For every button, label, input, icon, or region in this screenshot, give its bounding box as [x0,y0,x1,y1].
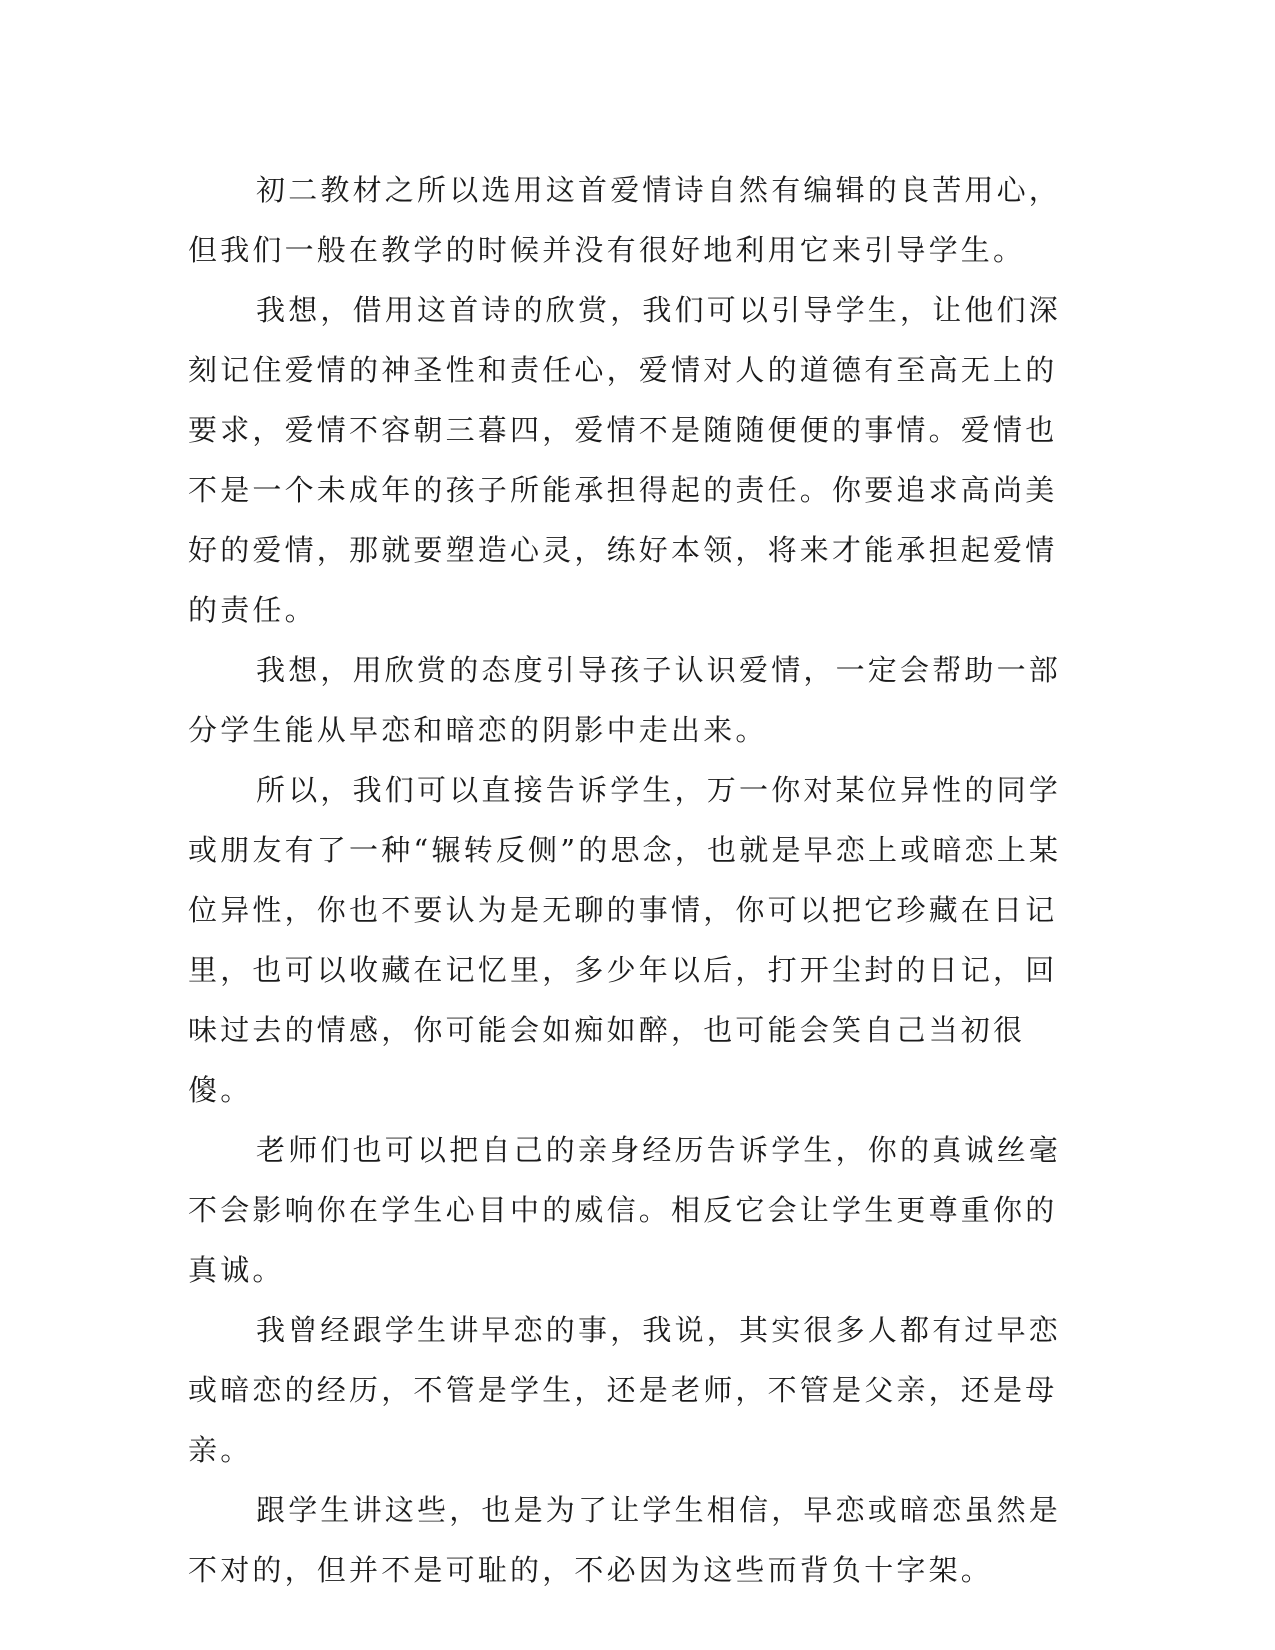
paragraph: 初二教材之所以选用这首爱情诗自然有编辑的良苦用心，但我们一般在教学的时候并没有很好地利用它来引导学生。 [188,173,1062,267]
paragraph: 跟学生讲这些，也是为了让学生相信，早恋或暗恋虽然是不对的，但并不是可耻的，不必因为这些而背负十字架。 [188,1493,1062,1587]
document-body [188,160,1068,1600]
paragraph: 我想，借用这首诗的欣赏，我们可以引导学生，让他们深刻记住爱情的神圣性和责任心，爱情对人的道德有至高无上的要求，爱情不容朝三暮四，爱情不是随随便便的事情。爱情也不是一个未成年的孩子所能承担得起的责任。你要追求高尚美好的爱情，那就要塑造心灵，练好本领，将来才能承担起爱情的责任。 [188,293,1062,627]
paragraph: 我想，用欣赏的态度引导孩子认识爱情，一定会帮助一部分学生能从早恋和暗恋的阴影中走出来。 [188,653,1062,747]
paragraph: 老师们也可以把自己的亲身经历告诉学生，你的真诚丝毫不会影响你在学生心目中的威信。相反它会让学生更尊重你的真诚。 [188,1133,1062,1287]
paragraph: 所以，我们可以直接告诉学生，万一你对某位异性的同学或朋友有了一种“辗转反侧”的思念，也就是早恋上或暗恋上某位异性，你也不要认为是无聊的事情，你可以把它珍藏在日记里，也可以收藏在记忆里，多少年以后，打开尘封的日记，回味过去的情感，你可能会如痴如醉，也可能会笑自己当初很傻。 [188,773,1062,1107]
paragraph: 我曾经跟学生讲早恋的事，我说，其实很多人都有过早恋或暗恋的经历，不管是学生，还是老师，不管是父亲，还是母亲。 [188,1313,1062,1467]
